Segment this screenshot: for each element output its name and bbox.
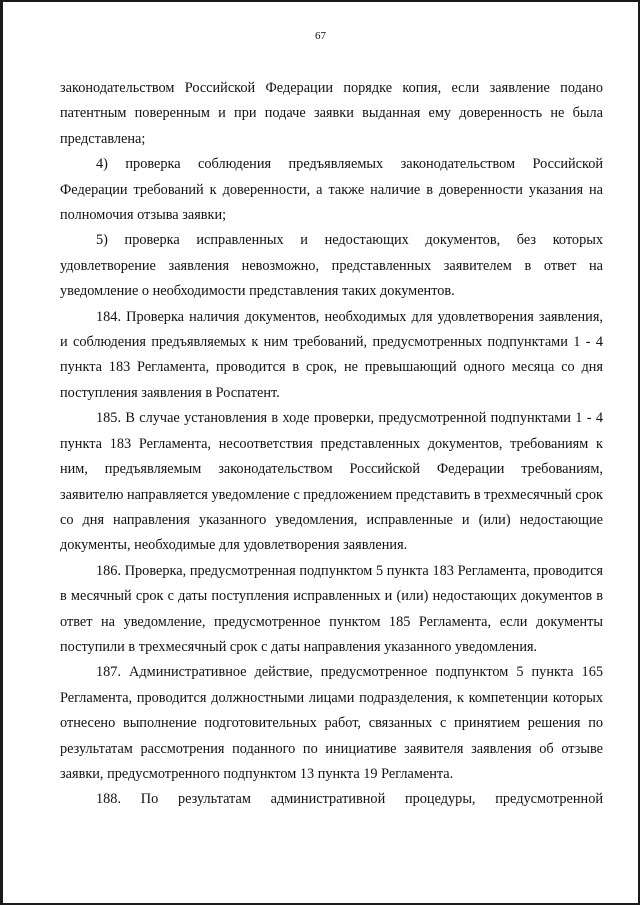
document-body [60, 76, 603, 813]
paragraph-186: 186. Проверка, предусмотренная подпунктом 5 пункта 183 Регламента, проводится в месячный срок с даты поступления исправленных и (или) недостающих документов в ответ на уведомление, предусмотренное пунктом 185 Регламента, если документы поступили в трехмесячный срок с даты направления указанного уведомления. [60, 562, 603, 655]
paragraph-item-4: 4) проверка соблюдения предъявляемых законодательством Российской Федерации требований к доверенности, а также наличие в доверенности указания на полномочия отзыва заявки; [60, 156, 603, 224]
paragraph-187: 187. Административное действие, предусмотренное подпунктом 5 пункта 165 Регламента, проводится должностными лицами подразделения, к компетенции которых отнесено выполнение подготовительных работ, связанных с принятием решения по результатам рассмотрения поданного по инициативе заявителя заявления об отзыве заявки, предусмотренного подпунктом 13 пункта 19 Регламента. [60, 664, 603, 782]
paragraph-item-5: 5) проверка исправленных и недостающих документов, без которых удовлетворение заявления невозможно, представленных заявителем в ответ на уведомление о необходимости представления таких документов. [60, 232, 603, 300]
paragraph-continuation: законодательством Российской Федерации порядке копия, если заявление подано патентным поверенным и при подаче заявки выданная ему доверенность не была представлена; [60, 80, 603, 147]
paragraph-184: 184. Проверка наличия документов, необходимых для удовлетворения заявления, и соблюдения предъявляемых к ним требований, предусмотренных подпунктами 1 - 4 пункта 183 Регламента, проводится в срок, не превышающий одного месяца со дня поступления заявления в Роспатент. [60, 308, 603, 401]
page-number: 67 [315, 30, 326, 42]
paragraph-185: 185. В случае установления в ходе проверки, предусмотренной подпунктами 1 - 4 пункта 183 Регламента, несоответствия представленных документов, требованиям к ним, предъявляемым законодательством Российской Федерации требованиям, заявителю направляется уведомление с предложением представить в трехмесячный срок со дня направления указанного уведомления, исправленные и (или) недостающие документы, необходимые для удовлетворения заявления. [60, 410, 603, 554]
paragraph-188: 188. По результатам административной процедуры, предусмотренной [96, 791, 603, 808]
